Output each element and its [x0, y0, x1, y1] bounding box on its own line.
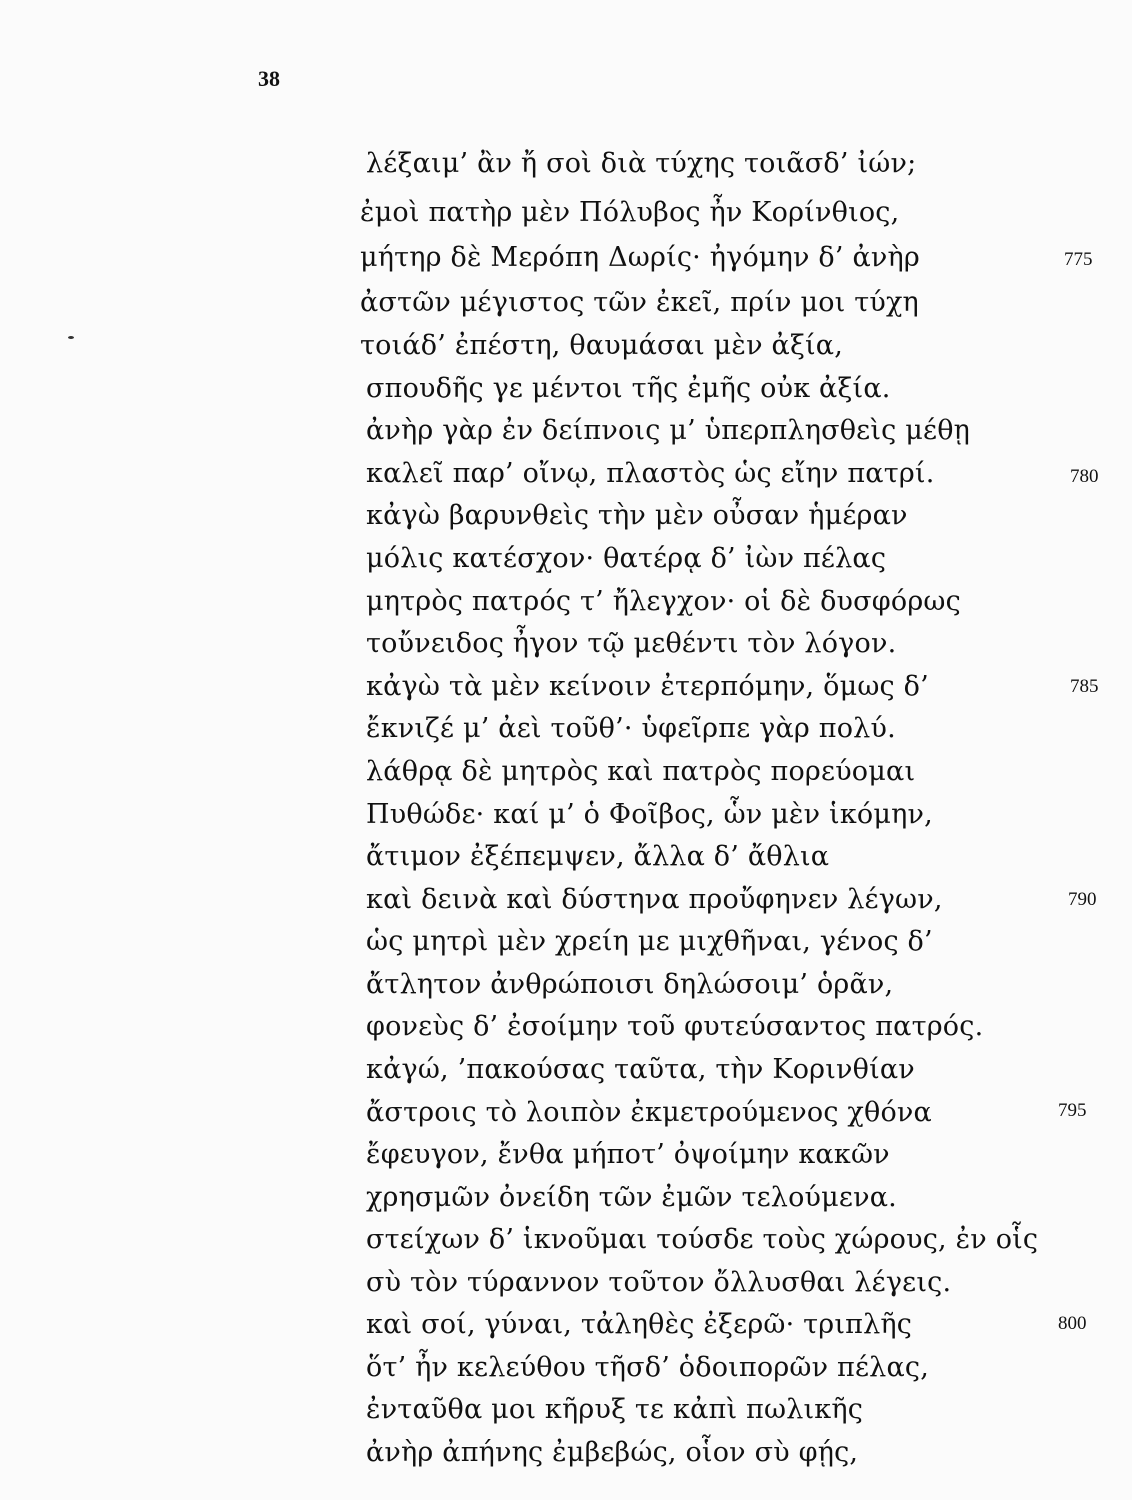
verse-line: καλεῖ παρ’ οἴνῳ, πλαστὸς ὡς εἴην πατρί.	[366, 458, 935, 489]
verse-line: ὡς μητρὶ μὲν χρείη με μιχθῆναι, γένος δ’	[366, 926, 933, 957]
verse-line: ἔφευγον, ἔνθα μήποτ’ ὀψοίμην κακῶν	[366, 1139, 890, 1170]
verse-line: ἄστροις τὸ λοιπὸν ἐκμετρούμενος χθόνα	[366, 1097, 932, 1128]
verse-line: ἄτλητον ἀνθρώποισι δηλώσοιμ’ ὁρᾶν,	[366, 969, 894, 1000]
verse-line: καὶ σοί, γύναι, τἀληθὲς ἐξερῶ· τριπλῆς	[366, 1309, 913, 1340]
line-number-795: 795	[1058, 1100, 1087, 1121]
verse-line: μόλις κατέσχον· θατέρᾳ δ’ ἰὼν πέλας	[366, 543, 887, 574]
line-number-800: 800	[1058, 1313, 1087, 1334]
verse-line: ἀστῶν μέγιστος τῶν ἐκεῖ, πρίν μοι τύχη	[360, 287, 919, 318]
verse-line: τοιάδ’ ἐπέστη, θαυμάσαι μὲν ἀξία,	[360, 330, 844, 361]
verse-line: χρησμῶν ὀνείδη τῶν ἐμῶν τελούμενα.	[366, 1182, 897, 1213]
verse-line: ἀνὴρ ἀπήνης ἐμβεβώς, οἷον σὺ φῄς,	[366, 1437, 859, 1468]
line-number-780: 780	[1070, 466, 1099, 487]
page-number: 38	[258, 66, 280, 91]
verse-line: Πυθώδε· καί μ’ ὁ Φοῖβος, ὧν μὲν ἱκόμην,	[366, 799, 933, 830]
verse-line: μήτηρ δὲ Μερόπη Δωρίς· ἠγόμην δ’ ἀνὴρ	[360, 242, 920, 273]
verse-line: ἐνταῦθα μοι κῆρυξ τε κἀπὶ πωλικῆς	[366, 1394, 864, 1425]
verse-line: ὅτ’ ἦν κελεύθου τῆσδ’ ὁδοιπορῶν πέλας,	[366, 1352, 929, 1383]
verse-line: κἀγὼ τὰ μὲν κείνοιν ἐτερπόμην, ὅμως δ’	[366, 671, 929, 702]
verse-line: στείχων δ’ ἱκνοῦμαι τούσδε τοὺς χώρους, ἐν οἷς	[366, 1224, 1039, 1255]
verse-line: σπουδῆς γε μέντοι τῆς ἐμῆς οὐκ ἀξία.	[366, 373, 891, 404]
verse-line: κἀγώ, ’πακούσας ταῦτα, τὴν Κορινθίαν	[366, 1054, 915, 1085]
verse-line: καὶ δεινὰ καὶ δύστηνα προὔφηνεν λέγων,	[366, 884, 943, 915]
verse-line: τοὔνειδος ἦγον τῷ μεθέντι τὸν λόγον.	[366, 628, 897, 659]
line-number-785: 785	[1070, 676, 1099, 697]
verse-line: ἄτιμον ἐξέπεμψεν, ἄλλα δ’ ἄθλια	[366, 841, 830, 872]
verse-line: σὺ τὸν τύραννον τοῦτον ὄλλυσθαι λέγεις.	[366, 1267, 952, 1298]
line-number-775: 775	[1064, 249, 1093, 270]
verse-line: λέξαιμ’ ἂν ἤ σοὶ διὰ τύχης τοιᾶσδ’ ἰών;	[366, 148, 917, 179]
verse-line: ἔκνιζέ μ’ ἀεὶ τοῦθ’· ὑφεῖρπε γὰρ πολύ.	[366, 713, 896, 744]
verse-line: κἀγὼ βαρυνθεὶς τὴν μὲν οὖσαν ἡμέραν	[366, 500, 908, 531]
verse-line: ἀνὴρ γὰρ ἐν δείπνοις μ’ ὑπερπλησθεὶς μέθῃ	[366, 415, 971, 446]
verse-line: λάθρᾳ δὲ μητρὸς καὶ πατρὸς πορεύομαι	[366, 756, 916, 787]
line-number-790: 790	[1068, 889, 1097, 910]
verse-line: ἐμοὶ πατὴρ μὲν Πόλυβος ἦν Κορίνθιος,	[360, 197, 900, 228]
verse-line: μητρὸς πατρός τ’ ἤλεγχον· οἱ δὲ δυσφόρως	[366, 586, 961, 617]
verse-line: φονεὺς δ’ ἐσοίμην τοῦ φυτεύσαντος πατρός.	[366, 1011, 984, 1042]
